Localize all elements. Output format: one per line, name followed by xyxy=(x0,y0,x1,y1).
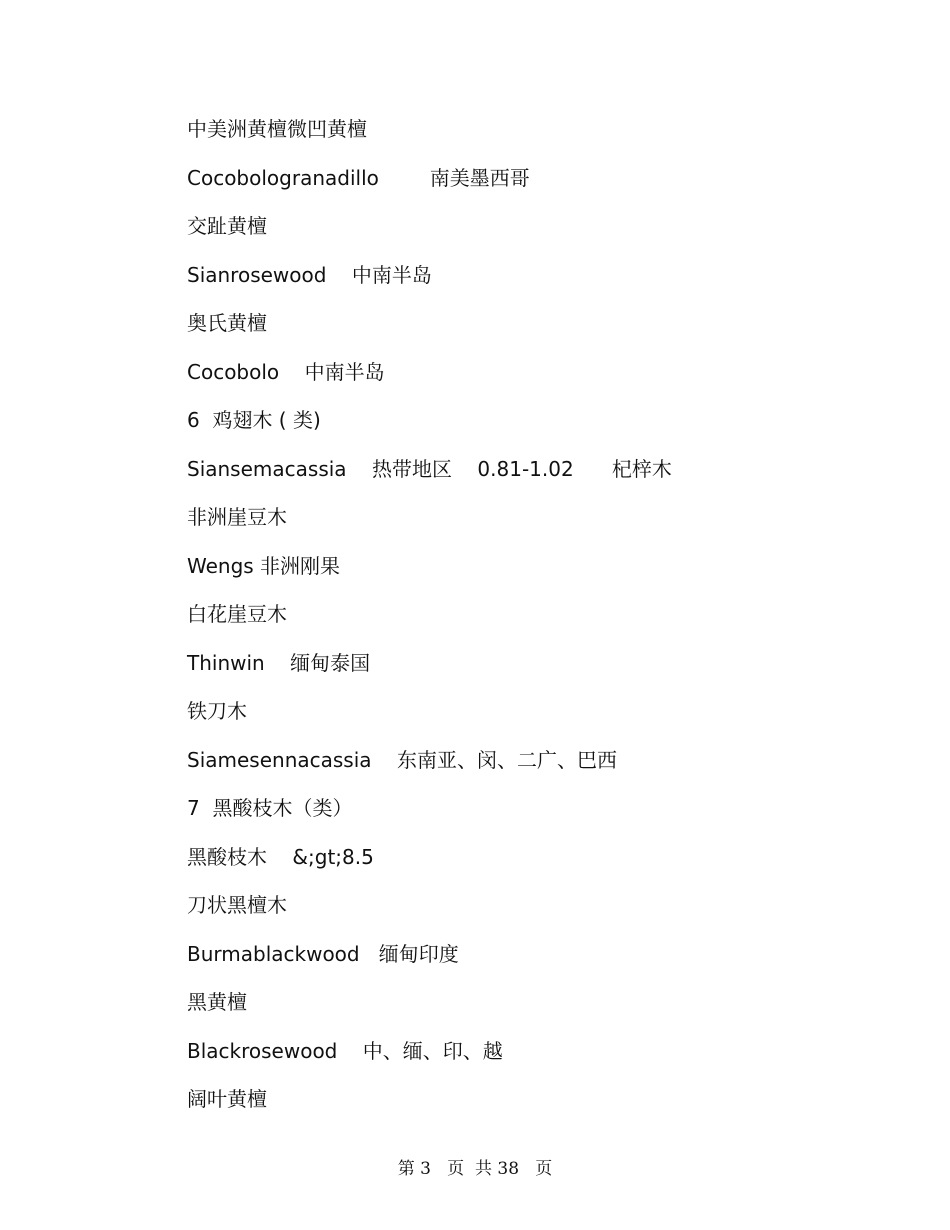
text-line: Siamesennacassia 东南亚、闵、二广、巴西 xyxy=(187,747,617,772)
text-line: 黑酸枝木 &;gt;8.5 xyxy=(187,844,374,869)
text-line: Thinwin 缅甸泰国 xyxy=(187,650,371,675)
text-line: 中美洲黄檀微凹黄檀 xyxy=(187,117,367,141)
text-line: 铁刀木 xyxy=(187,699,247,723)
text-line: 白花崖豆木 xyxy=(187,602,287,626)
text-line: 黑黄檀 xyxy=(187,990,247,1014)
text-line: 非洲崖豆木 xyxy=(187,505,287,529)
text-line: Sianrosewood 中南半岛 xyxy=(187,262,432,287)
section-heading: 7 黑酸枝木（类） xyxy=(187,796,353,820)
section-heading: 6 鸡翅木 ( 类) xyxy=(187,408,321,432)
text-line: Siansemacassia 热带地区 0.81-1.02 杞梓木 xyxy=(187,456,672,481)
text-line: Burmablackwood 缅甸印度 xyxy=(187,941,459,966)
content-body xyxy=(187,114,672,1133)
text-line: 奥氏黄檀 xyxy=(187,311,267,335)
text-line: Wengs 非洲刚果 xyxy=(187,553,341,578)
text-line: Blackrosewood 中、缅、印、越 xyxy=(187,1038,503,1063)
page-footer: 第 3 页 共 38 页 xyxy=(397,1159,553,1179)
text-line: 刀状黑檀木 xyxy=(187,893,287,917)
text-line: 阔叶黄檀 xyxy=(187,1087,267,1111)
text-line: Cocobolo 中南半岛 xyxy=(187,359,385,384)
text-line: 交趾黄檀 xyxy=(187,214,267,238)
text-line: Cocobologranadillo 南美墨西哥 xyxy=(187,165,530,190)
